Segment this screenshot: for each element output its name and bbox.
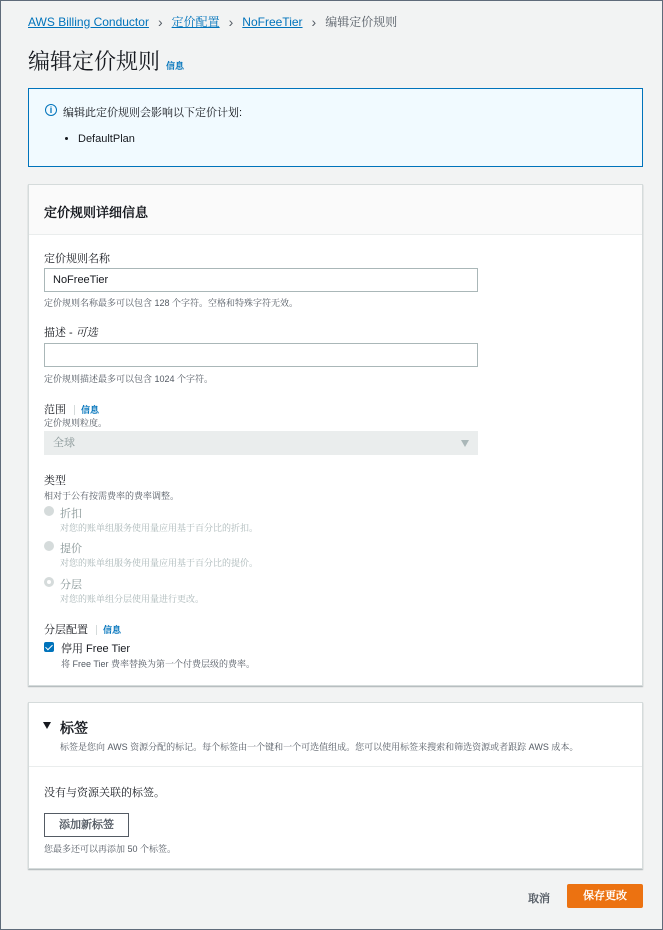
pricing-rule-details-panel: [28, 184, 643, 686]
page-title: 编辑定价规则: [28, 49, 161, 74]
caret-down-icon[interactable]: [43, 722, 51, 729]
scope-hint: 定价规则粒度。: [44, 418, 108, 428]
breadcrumb-current: 编辑定价规则: [325, 15, 398, 29]
panel-title: 定价规则详细信息: [44, 205, 149, 220]
radio-label: 分层: [60, 579, 82, 591]
breadcrumb-billing-conductor[interactable]: AWS Billing Conductor: [28, 14, 149, 29]
breadcrumb: [28, 13, 397, 30]
description-input[interactable]: [44, 343, 478, 367]
page-header: [28, 45, 184, 76]
optional-label: 可选: [75, 327, 98, 339]
radio-label: 折扣: [60, 508, 82, 520]
radio-circle-icon: [44, 541, 54, 551]
alert-plan-list: [63, 133, 135, 145]
chevron-right-icon: ›: [157, 13, 163, 30]
scope-label: 范围 信息: [44, 404, 100, 416]
description-label: 描述 - 可选: [44, 327, 98, 339]
add-tag-button[interactable]: 添加新标签: [44, 813, 129, 837]
panel-header: [29, 185, 642, 235]
free-tier-checkbox[interactable]: [44, 642, 54, 652]
alert-message: 编辑此定价规则会影响以下定价计划:: [63, 107, 243, 119]
free-tier-desc: 将 Free Tier 费率替换为第一个付费层级的费率。: [61, 659, 256, 669]
tiering-info-link[interactable]: 信息: [96, 625, 121, 635]
tags-desc: 标签是您向 AWS 资源分配的标记。每个标签由一个键和一个可选值组成。您可以使用标签来搜索和筛选资源或者跟踪 AWS 成本。: [60, 742, 579, 752]
radio-circle-icon: [44, 506, 54, 516]
caret-down-icon: [461, 440, 469, 447]
type-label: 类型: [44, 475, 66, 487]
chevron-right-icon: ›: [311, 13, 317, 30]
tags-header[interactable]: [29, 703, 642, 767]
radio-label: 提价: [60, 543, 82, 555]
alert-plan-item: • DefaultPlan: [78, 133, 135, 145]
free-tier-label[interactable]: 停用 Free Tier: [61, 643, 131, 655]
radio-desc: 对您的账单组分层使用量进行更改。: [60, 594, 205, 604]
tags-title[interactable]: 标签: [60, 720, 88, 736]
type-hint: 相对于公有按需费率的费率调整。: [44, 491, 180, 501]
scope-selected-value: 全球: [53, 437, 75, 449]
info-alert: [28, 88, 643, 167]
tags-panel: [28, 702, 643, 869]
radio-desc: 对您的账单组服务使用量应用基于百分比的折扣。: [60, 523, 259, 533]
name-label: 定价规则名称: [44, 253, 110, 265]
breadcrumb-pricing-config[interactable]: 定价配置: [171, 15, 220, 29]
cancel-button[interactable]: 取消: [528, 893, 550, 905]
radio-desc: 对您的账单组服务使用量应用基于百分比的提价。: [60, 558, 259, 568]
radio-selected-icon: [44, 577, 54, 587]
description-hint: 定价规则描述最多可以包含 1024 个字符。: [44, 374, 214, 384]
tiering-label: 分层配置 信息: [44, 624, 122, 636]
tags-limit-text: 您最多还可以再添加 50 个标签。: [44, 844, 177, 854]
breadcrumb-nofreetier[interactable]: NoFreeTier: [242, 14, 303, 29]
rule-name-input[interactable]: NoFreeTier: [44, 268, 478, 292]
tags-empty-text: 没有与资源关联的标签。: [44, 787, 165, 799]
info-icon: i: [45, 104, 57, 116]
page-info-link[interactable]: 信息: [166, 61, 185, 71]
chevron-right-icon: ›: [228, 13, 234, 30]
scope-info-link[interactable]: 信息: [74, 405, 99, 415]
scope-select: [44, 431, 478, 455]
name-hint: 定价规则名称最多可以包含 128 个字符。空格和特殊字符无效。: [44, 298, 299, 308]
save-changes-button[interactable]: 保存更改: [567, 884, 643, 908]
